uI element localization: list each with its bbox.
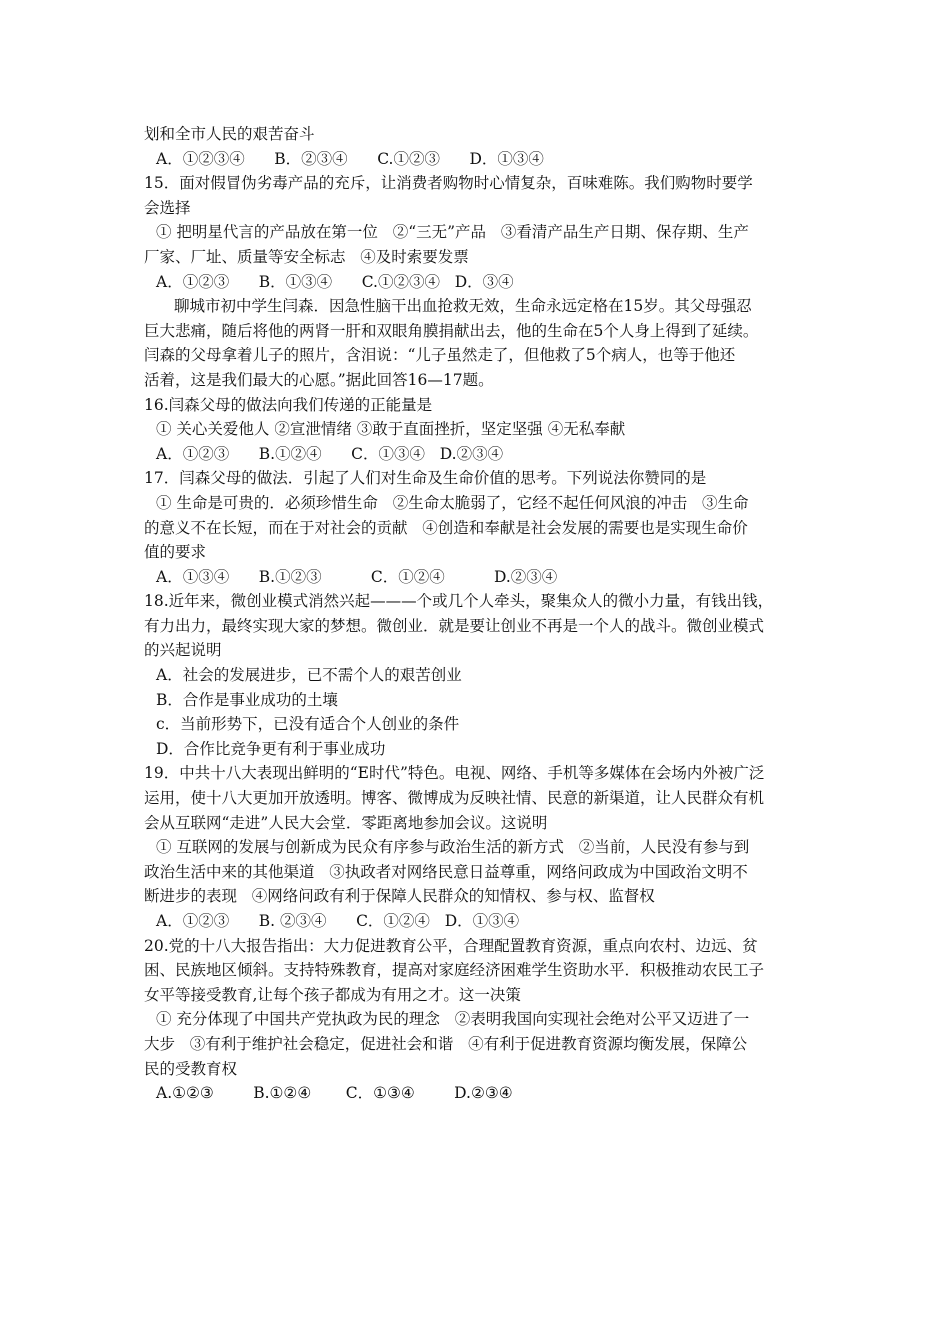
text-line: 女平等接受教育,让每个孩子都成为有用之才。这一决策 bbox=[144, 985, 521, 1004]
text-line: 政治生活中来的其他渠道 ③执政者对网络民意日益尊重，网络问政成为中国政治文明不 bbox=[144, 862, 748, 881]
text-line: 会选择 bbox=[144, 198, 191, 217]
text-line: 厂家、厂址、质量等安全标志 ④及时索要发票 bbox=[144, 247, 469, 266]
text-line: 闫森的父母拿着儿子的照片，含泪说：“儿子虽然走了，但他救了5个病人，也等于他还 bbox=[144, 346, 736, 365]
text-line: 大步 ③有利于维护社会稳定，促进社会和谐 ④有利于促进教育资源均衡发展，保障公 bbox=[144, 1034, 748, 1053]
text-line: 的意义不在长短，而在于对社会的贡献 ④创造和奉献是社会发展的需要也是实现生命价 bbox=[144, 518, 748, 537]
text-line: 断进步的表现 ④网络问政有利于保障人民群众的知情权、参与权、监督权 bbox=[144, 887, 655, 906]
text-line: A．社会的发展进步，已不需个人的艰苦创业 bbox=[156, 666, 462, 685]
text-line: 值的要求 bbox=[144, 543, 207, 562]
text-line: 20.党的十八大报告指出：大力促进教育公平，合理配置教育资源，重点向农村、边远、贫 bbox=[144, 936, 758, 955]
text-line: 19．中共十八大表现出鲜明的“E时代”特色。电视、网络、手机等多媒体在会场内外被广泛 bbox=[144, 764, 765, 783]
text-line: 会从互联网“走进”人民大会堂．零距离地参加会议。这说明 bbox=[144, 813, 548, 832]
text-line: 民的受教育权 bbox=[144, 1059, 238, 1078]
text-line: A．①②③ B.①②④ C．①③④ D.②③④ bbox=[156, 444, 504, 463]
text-line: 的兴起说明 bbox=[144, 641, 222, 660]
text-line: 活着，这是我们最大的心愿。”据此回答16—17题。 bbox=[144, 370, 494, 389]
text-line: 17．闫森父母的做法．引起了人们对生命及生命价值的思考。下列说法你赞同的是 bbox=[144, 469, 707, 488]
text-line: ① 生命是可贵的．必须珍惜生命 ②生命太脆弱了，它经不起任何风浪的冲击 ③生命 bbox=[156, 493, 749, 512]
exam-page bbox=[144, 122, 816, 1106]
text-line: 15．面对假冒伪劣毒产品的充斥，让消费者购物时心情复杂，百味难陈。我们购物时要学 bbox=[144, 174, 753, 193]
text-line: ① 把明星代言的产品放在第一位 ②“三无”产品 ③看清产品生产日期、保存期、生产 bbox=[156, 223, 749, 242]
text-line: A．①②③④ B．②③④ C.①②③ D．①③④ bbox=[156, 149, 544, 168]
text-line: c．当前形势下，已没有适合个人创业的条件 bbox=[156, 715, 460, 734]
text-line: A.①②③ B.①②④ C．①③④ D.②③④ bbox=[156, 1084, 513, 1103]
text-line: D．合作比竞争更有利于事业成功 bbox=[156, 739, 386, 758]
text-line: A．①②③ B．①③④ C.①②③④ D．③④ bbox=[156, 272, 514, 291]
text-line: B．合作是事业成功的土壤 bbox=[156, 690, 338, 709]
text-line: 运用，使十八大更加开放透明。博客、微博成为反映社情、民意的新渠道，让人民群众有机 bbox=[144, 789, 765, 808]
text-line: ① 关心关爱他人 ②宣泄情绪 ③敢于直面挫折，坚定坚强 ④无私奉献 bbox=[156, 420, 626, 439]
text-line: 18.近年来，微创业模式消然兴起———个或几个人牵头，聚集众人的微小力量，有钱出钱， bbox=[144, 592, 774, 611]
text-line: A．①③④ B.①②③ C．①②④ D.②③④ bbox=[156, 567, 558, 586]
text-line: A．①②③ B. ②③④ C．①②④ D．①③④ bbox=[156, 912, 520, 930]
text-line: 划和全市人民的艰苦奋斗 bbox=[144, 125, 315, 143]
text-line: 困、民族地区倾斜。支持特殊教育，提高对家庭经济困难学生资助水平．积极推动农民工子 bbox=[144, 961, 765, 980]
text-line: 有力出力，最终实现大家的梦想。微创业．就是要让创业不再是一个人的战斗。微创业模式 bbox=[144, 616, 765, 635]
text-line: 巨大悲痛，随后将他的两肾一肝和双眼角膜捐献出去，他的生命在5个人身上得到了延续。 bbox=[144, 321, 759, 340]
text-line: 聊城市初中学生闫森．因急性脑干出血抢救无效，生命永远定格在15岁。其父母强忍 bbox=[174, 297, 752, 316]
text-line: 16.闫森父母的做法向我们传递的正能量是 bbox=[144, 395, 433, 414]
text-line: ① 互联网的发展与创新成为民众有序参与政治生活的新方式 ②当前，人民没有参与到 bbox=[156, 838, 750, 857]
text-line: ① 充分体现了中国共产党执政为民的理念 ②表明我国向实现社会绝对公平又迈进了一 bbox=[156, 1010, 750, 1029]
